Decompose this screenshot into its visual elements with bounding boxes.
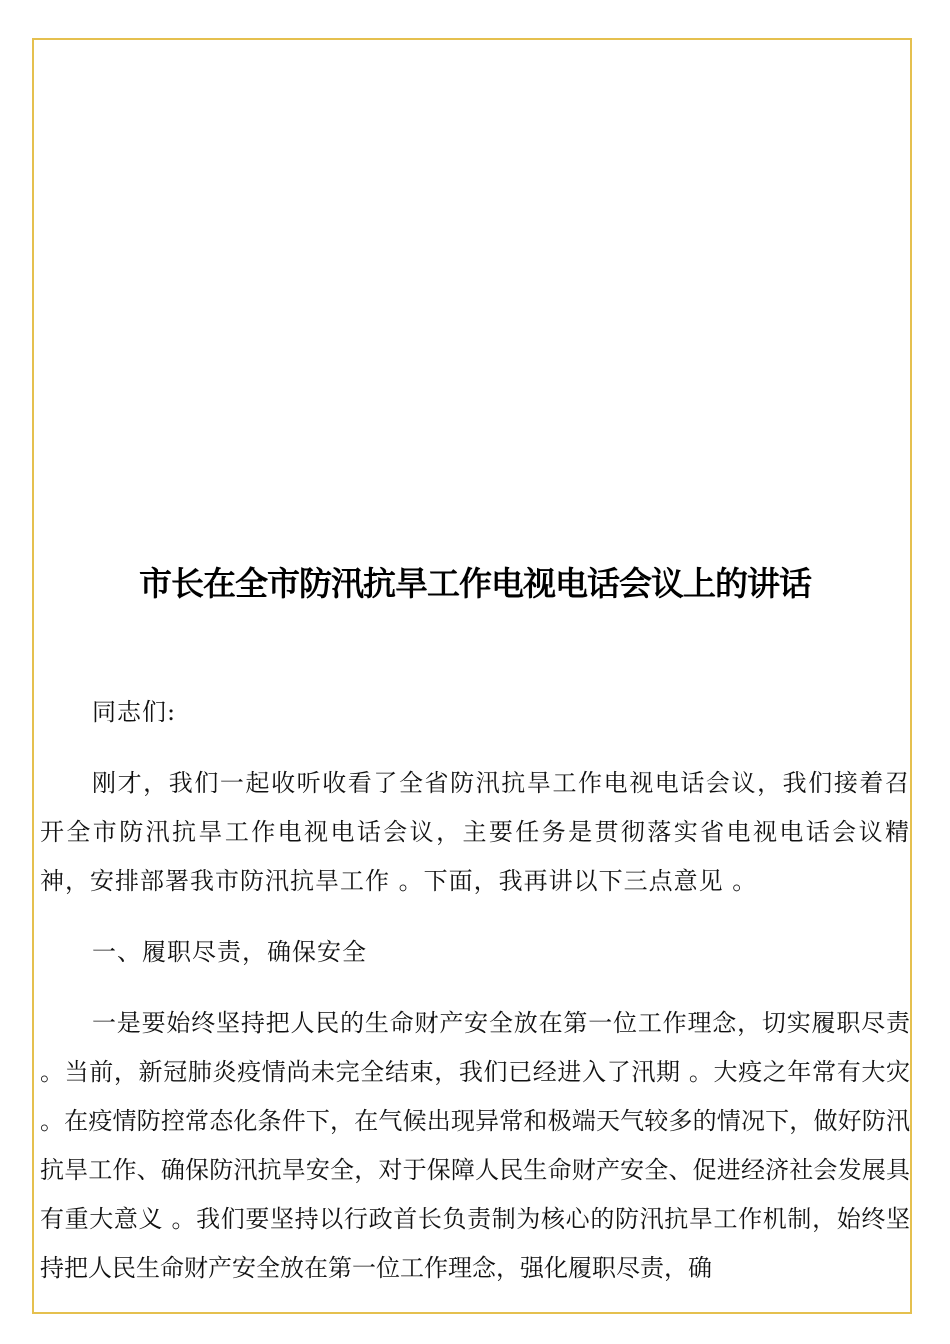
document-title: 市长在全市防汛抗旱工作电视电话会议上的讲话 — [139, 564, 811, 603]
document-body — [40, 688, 910, 1315]
section-1-paragraph: 一是要始终坚持把人民的生命财产安全放在第一位工作理念，切实履职尽责 。当前，新冠肺炎疫情尚未完全结束，我们已经进入了汛期 。大疫之年常有大灾 。在疫情防控常态化条件下，在气候出现异常和极端天气较多的情况下，做好防汛抗旱工作、确保防汛抗旱安全，对于保障人民生命财产安全、促进经济社会发展具有重大意义 。我们要坚持以行政首长负责制为核心的防汛抗旱工作机制，始终坚持把人民生命财产安全放在第一位工作理念，强化履职尽责，确 — [40, 1009, 910, 1282]
section-heading-1: 一、履职尽责，确保安全 — [92, 938, 367, 966]
salutation-paragraph: 同志们: — [92, 698, 177, 726]
intro-paragraph: 刚才，我们一起收听收看了全省防汛抗旱工作电视电话会议，我们接着召开全市防汛抗旱工作电视电话会议，主要任务是贯彻落实省电视电话会议精神，安排部署我市防汛抗旱工作 。下面，我再讲以下三点意见 。 — [40, 769, 910, 895]
